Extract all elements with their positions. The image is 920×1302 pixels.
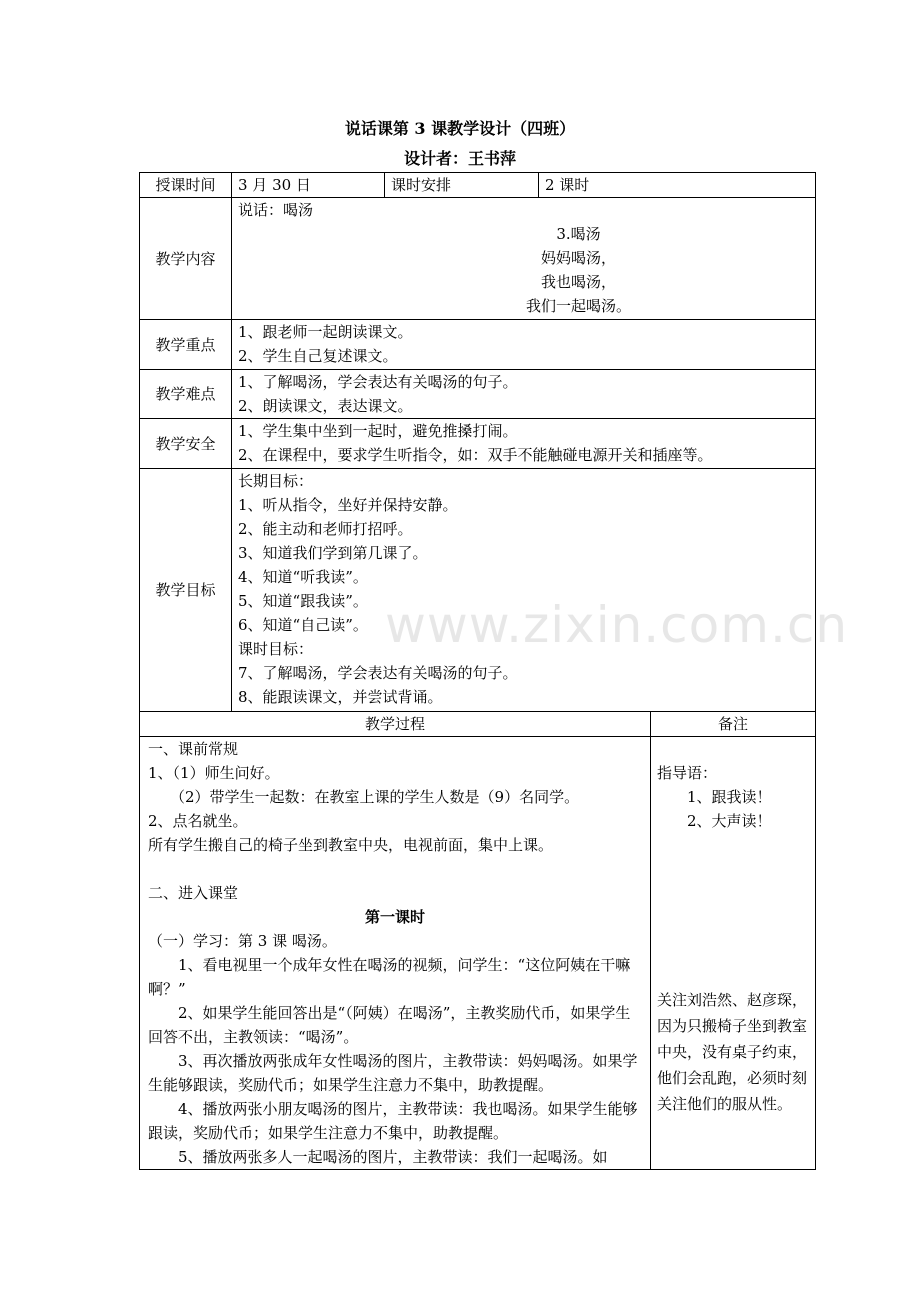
goal-item: 8、能跟读课文，并尝试背诵。 [238,688,443,706]
poem-line: 我们一起喝汤。 [525,297,631,315]
time-value: 3 月 30 日 [232,173,385,198]
process-cell [140,737,651,1170]
row-difficulties [140,370,816,419]
row-key-points [140,320,816,370]
difficulty-item: 1、了解喝汤，学会表达有关喝汤的句子。 [238,373,518,391]
process-paragraph: 2、如果学生能回答出是“（阿姨）在喝汤”，主教奖励代币，如果学生回答不出，主教领读：“喝汤”。 [148,1004,631,1046]
section-title: 一、课前常规 [148,740,239,758]
safety-label: 教学安全 [140,419,232,469]
key-points-label: 教学重点 [140,320,232,370]
designer-line: 设计者：王书萍 [403,149,516,168]
process-line: 所有学生搬自己的椅子坐到教室中央，电视前面，集中上课。 [148,836,554,854]
safety-cell [232,419,816,469]
lesson-goal-title: 课时目标： [238,640,314,658]
poem-line: 妈妈喝汤， [540,249,616,267]
lesson-plan-table [139,172,816,1170]
difficulty-item: 2、朗读课文，表达课文。 [238,397,413,415]
schedule-value: 2 课时 [539,173,816,198]
process-line: 2、点名就坐。 [148,812,248,830]
guide-item: 1、跟我读！ [687,788,772,806]
key-points-cell [232,320,816,370]
goals-cell [232,469,816,712]
goal-item: 6、知道“自己读”。 [238,616,368,634]
time-label: 授课时间 [140,173,232,198]
safety-item: 2、在课程中，要求学生听指令，如：双手不能触碰电源开关和插座等。 [238,446,713,464]
goal-item: 4、知道“听我读”。 [238,568,368,586]
difficulties-cell [232,370,816,419]
process-line: 1、（1）师生问好。 [148,764,280,782]
lesson-heading: 第一课时 [364,908,425,926]
difficulties-label: 教学难点 [140,370,232,419]
content-label: 教学内容 [140,198,232,320]
process-paragraph: 5、播放两张多人一起喝汤的图片，主教带读：我们一起喝汤。如 [178,1148,608,1166]
remark-note: 关注刘浩然、赵彦琛，因为只搬椅子坐到教室中央，没有桌子约束，他们会乱跑，必须时刻关注他们的服从性。 [657,991,808,1113]
content-cell [232,198,816,320]
guide-title: 指导语： [657,764,718,782]
poem-line: 我也喝汤， [540,273,616,291]
row-goals [140,469,816,712]
key-point-item: 1、跟老师一起朗读课文。 [238,323,413,341]
key-point-item: 2、学生自己复述课文。 [238,347,398,365]
subsection-title: （一）学习：第 3 课 喝汤。 [148,932,337,950]
poem-title: 3.喝汤 [556,225,601,243]
process-paragraph: 4、播放两张小朋友喝汤的图片，主教带读：我也喝汤。如果学生能够跟读，奖励代币；如果学生注意力不集中，助教提醒。 [148,1100,638,1142]
long-term-title: 长期目标： [238,472,314,490]
process-paragraph: 3、再次播放两张成年女性喝汤的图片，主教带读：妈妈喝汤。如果学生能够跟读，奖励代币；如果学生注意力不集中，助教提醒。 [148,1052,638,1094]
section-title: 二、进入课堂 [148,884,239,902]
process-paragraph: 1、看电视里一个成年女性在喝汤的视频，问学生：“这位阿姨在干嘛啊？” [148,956,631,998]
remark-cell [651,737,816,1170]
goal-item: 5、知道“跟我读”。 [238,592,368,610]
row-process-header [140,712,816,737]
goal-item: 1、听从指令，坐好并保持安静。 [238,496,458,514]
goals-label: 教学目标 [140,469,232,712]
content-intro: 说话：喝汤 [238,201,314,219]
row-safety [140,419,816,469]
row-process [140,737,816,1170]
blank-line [657,737,809,761]
watermark: www.zixin.com.cn [385,596,849,654]
row-content [140,198,816,320]
guide-item: 2、大声读！ [687,812,772,830]
safety-item: 1、学生集中坐到一起时，避免推搡打闹。 [238,422,518,440]
process-header: 教学过程 [140,712,651,737]
schedule-label: 课时安排 [385,173,539,198]
document-title: 说话课第 3 课教学设计（四班） [344,119,576,138]
goal-item: 7、了解喝汤，学会表达有关喝汤的句子。 [238,664,518,682]
process-line: （2）带学生一起数：在教室上课的学生人数是（9）名同学。 [170,788,580,806]
blank-line [148,857,642,881]
row-time [140,173,816,198]
goal-item: 3、知道我们学到第几课了。 [238,544,428,562]
goal-item: 2、能主动和老师打招呼。 [238,520,413,538]
remark-header: 备注 [651,712,816,737]
